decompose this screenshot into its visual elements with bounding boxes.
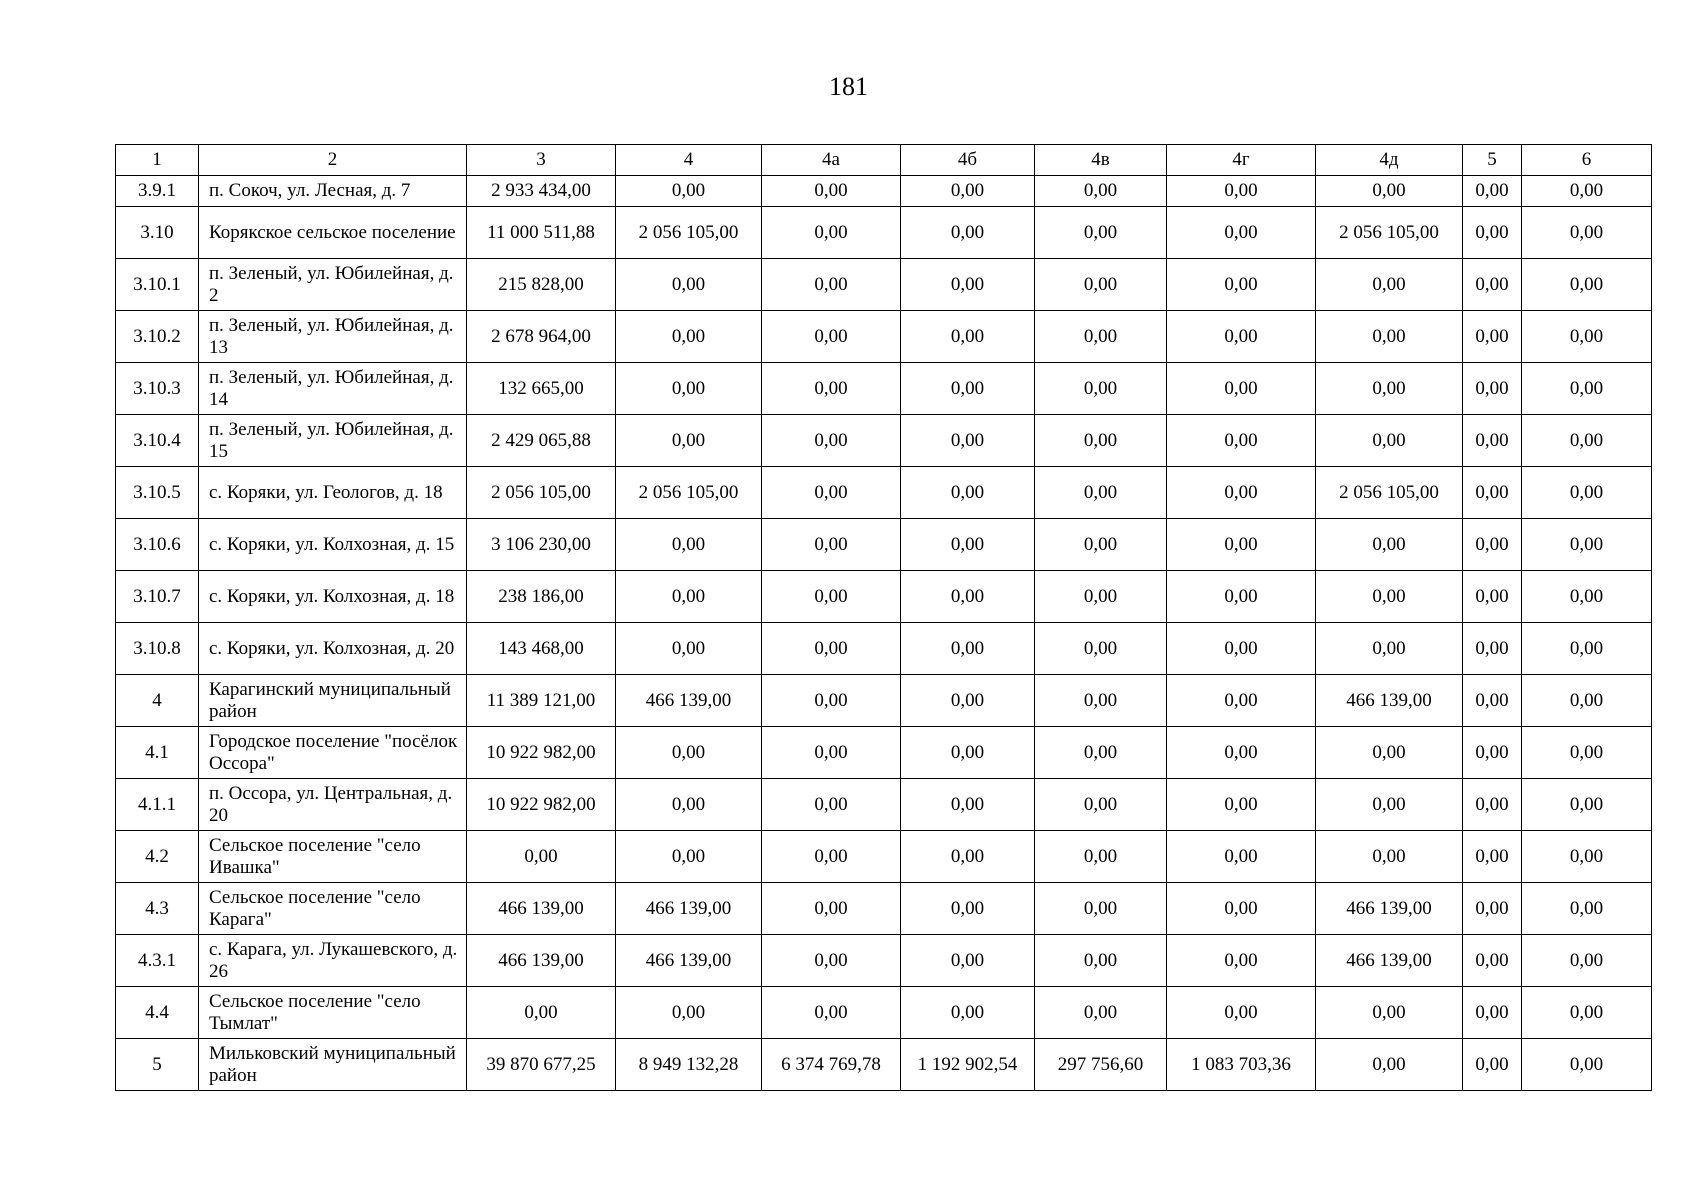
name-cell: п. Зеленый, ул. Юбилейная, д. 13 [199, 311, 467, 363]
value-cell: 0,00 [1522, 883, 1652, 935]
value-cell: 466 139,00 [1316, 883, 1463, 935]
value-cell: 0,00 [1316, 311, 1463, 363]
value-cell: 0,00 [1463, 727, 1522, 779]
value-cell: 0,00 [1522, 831, 1652, 883]
value-cell: 0,00 [1035, 623, 1167, 675]
column-header: 6 [1522, 145, 1652, 176]
name-cell: Мильковский муниципальный район [199, 1039, 467, 1091]
total-cell: 2 429 065,88 [467, 415, 616, 467]
total-cell: 10 922 982,00 [467, 779, 616, 831]
row-number-cell: 4.4 [116, 987, 199, 1039]
row-number-cell: 3.10.7 [116, 571, 199, 623]
value-cell: 0,00 [1463, 415, 1522, 467]
table-row [116, 259, 1652, 311]
value-cell: 0,00 [1463, 987, 1522, 1039]
column-header: 4а [762, 145, 901, 176]
value-cell: 0,00 [1522, 727, 1652, 779]
page-number: 181 [829, 72, 868, 101]
total-cell: 238 186,00 [467, 571, 616, 623]
value-cell: 0,00 [1316, 176, 1463, 207]
value-cell: 2 056 105,00 [616, 207, 762, 259]
value-cell: 0,00 [762, 519, 901, 571]
value-cell: 0,00 [1167, 675, 1316, 727]
value-cell: 0,00 [1167, 987, 1316, 1039]
value-cell: 466 139,00 [1316, 935, 1463, 987]
value-cell: 0,00 [1316, 1039, 1463, 1091]
name-cell: Карагинский муниципальный район [199, 675, 467, 727]
value-cell: 0,00 [901, 675, 1035, 727]
value-cell: 0,00 [762, 675, 901, 727]
total-cell: 466 139,00 [467, 935, 616, 987]
value-cell: 0,00 [901, 571, 1035, 623]
value-cell: 0,00 [901, 311, 1035, 363]
row-number-cell: 4.3.1 [116, 935, 199, 987]
table-row [116, 935, 1652, 987]
value-cell: 0,00 [616, 259, 762, 311]
table-row [116, 363, 1652, 415]
total-cell: 11 000 511,88 [467, 207, 616, 259]
value-cell: 0,00 [901, 779, 1035, 831]
value-cell: 0,00 [901, 259, 1035, 311]
name-cell: Сельское поселение "село Ивашка" [199, 831, 467, 883]
value-cell: 0,00 [1316, 987, 1463, 1039]
value-cell: 0,00 [1463, 467, 1522, 519]
value-cell: 0,00 [1522, 987, 1652, 1039]
value-cell: 0,00 [762, 623, 901, 675]
value-cell: 0,00 [762, 259, 901, 311]
value-cell: 0,00 [762, 987, 901, 1039]
value-cell: 0,00 [616, 623, 762, 675]
name-cell: с. Коряки, ул. Геологов, д. 18 [199, 467, 467, 519]
value-cell: 0,00 [1522, 207, 1652, 259]
row-number-cell: 4.1 [116, 727, 199, 779]
value-cell: 0,00 [1167, 779, 1316, 831]
value-cell: 0,00 [1167, 883, 1316, 935]
value-cell: 0,00 [762, 176, 901, 207]
value-cell: 0,00 [1463, 831, 1522, 883]
table-body [116, 145, 1652, 1091]
table-row [116, 727, 1652, 779]
table-row [116, 519, 1652, 571]
value-cell: 0,00 [1463, 883, 1522, 935]
name-cell: с. Коряки, ул. Колхозная, д. 18 [199, 571, 467, 623]
value-cell: 0,00 [1035, 675, 1167, 727]
value-cell: 0,00 [1463, 176, 1522, 207]
value-cell: 0,00 [1167, 935, 1316, 987]
column-header: 3 [467, 145, 616, 176]
value-cell: 0,00 [1522, 176, 1652, 207]
value-cell: 0,00 [1167, 519, 1316, 571]
value-cell: 0,00 [1316, 727, 1463, 779]
value-cell: 0,00 [1035, 311, 1167, 363]
value-cell: 0,00 [1167, 467, 1316, 519]
total-cell: 143 468,00 [467, 623, 616, 675]
value-cell: 466 139,00 [616, 675, 762, 727]
value-cell: 0,00 [1463, 207, 1522, 259]
total-cell: 466 139,00 [467, 883, 616, 935]
value-cell: 0,00 [762, 831, 901, 883]
row-number-cell: 3.10 [116, 207, 199, 259]
name-cell: п. Зеленый, ул. Юбилейная, д. 14 [199, 363, 467, 415]
value-cell: 0,00 [1522, 363, 1652, 415]
table-row [116, 311, 1652, 363]
name-cell: Городское поселение "посёлок Оссора" [199, 727, 467, 779]
row-number-cell: 3.10.4 [116, 415, 199, 467]
value-cell: 0,00 [1463, 311, 1522, 363]
value-cell: 0,00 [1316, 779, 1463, 831]
value-cell: 0,00 [1522, 467, 1652, 519]
name-cell: п. Сокоч, ул. Лесная, д. 7 [199, 176, 467, 207]
column-header: 4б [901, 145, 1035, 176]
value-cell: 0,00 [1522, 259, 1652, 311]
total-cell: 132 665,00 [467, 363, 616, 415]
value-cell: 2 056 105,00 [1316, 467, 1463, 519]
value-cell: 0,00 [616, 571, 762, 623]
value-cell: 6 374 769,78 [762, 1039, 901, 1091]
value-cell: 0,00 [1167, 259, 1316, 311]
table-row [116, 675, 1652, 727]
value-cell: 466 139,00 [1316, 675, 1463, 727]
value-cell: 0,00 [1035, 259, 1167, 311]
total-cell: 39 870 677,25 [467, 1039, 616, 1091]
value-cell: 0,00 [762, 883, 901, 935]
value-cell: 1 192 902,54 [901, 1039, 1035, 1091]
column-header: 1 [116, 145, 199, 176]
value-cell: 0,00 [901, 987, 1035, 1039]
value-cell: 0,00 [616, 831, 762, 883]
value-cell: 0,00 [1522, 311, 1652, 363]
value-cell: 297 756,60 [1035, 1039, 1167, 1091]
value-cell: 0,00 [1522, 935, 1652, 987]
value-cell: 0,00 [1316, 363, 1463, 415]
table-row [116, 207, 1652, 259]
value-cell: 0,00 [1463, 259, 1522, 311]
value-cell: 0,00 [1522, 1039, 1652, 1091]
value-cell: 0,00 [1167, 311, 1316, 363]
row-number-cell: 4.1.1 [116, 779, 199, 831]
value-cell: 0,00 [762, 415, 901, 467]
value-cell: 0,00 [1522, 675, 1652, 727]
value-cell: 0,00 [1522, 779, 1652, 831]
name-cell: п. Зеленый, ул. Юбилейная, д. 2 [199, 259, 467, 311]
value-cell: 0,00 [901, 176, 1035, 207]
row-number-cell: 4.2 [116, 831, 199, 883]
value-cell: 0,00 [762, 727, 901, 779]
total-cell: 0,00 [467, 987, 616, 1039]
row-number-cell: 3.10.6 [116, 519, 199, 571]
value-cell: 8 949 132,28 [616, 1039, 762, 1091]
value-cell: 0,00 [1035, 831, 1167, 883]
value-cell: 0,00 [1035, 935, 1167, 987]
table-row [116, 415, 1652, 467]
value-cell: 0,00 [1035, 727, 1167, 779]
row-number-cell: 3.10.2 [116, 311, 199, 363]
value-cell: 0,00 [1167, 176, 1316, 207]
value-cell: 0,00 [1463, 519, 1522, 571]
row-number-cell: 4 [116, 675, 199, 727]
row-number-cell: 3.9.1 [116, 176, 199, 207]
value-cell: 0,00 [901, 831, 1035, 883]
column-header: 5 [1463, 145, 1522, 176]
value-cell: 0,00 [901, 623, 1035, 675]
data-table [115, 144, 1652, 1091]
value-cell: 0,00 [1316, 415, 1463, 467]
value-cell: 0,00 [901, 363, 1035, 415]
header-row [116, 145, 1652, 176]
value-cell: 0,00 [1035, 207, 1167, 259]
value-cell: 0,00 [1035, 176, 1167, 207]
value-cell: 0,00 [1167, 727, 1316, 779]
value-cell: 0,00 [1035, 467, 1167, 519]
value-cell: 0,00 [901, 727, 1035, 779]
name-cell: п. Зеленый, ул. Юбилейная, д. 15 [199, 415, 467, 467]
value-cell: 2 056 105,00 [1316, 207, 1463, 259]
total-cell: 10 922 982,00 [467, 727, 616, 779]
value-cell: 1 083 703,36 [1167, 1039, 1316, 1091]
value-cell: 0,00 [1167, 623, 1316, 675]
value-cell: 0,00 [1035, 519, 1167, 571]
value-cell: 0,00 [1035, 415, 1167, 467]
row-number-cell: 3.10.3 [116, 363, 199, 415]
value-cell: 0,00 [616, 415, 762, 467]
name-cell: п. Оссора, ул. Центральная, д. 20 [199, 779, 467, 831]
value-cell: 466 139,00 [616, 935, 762, 987]
value-cell: 0,00 [1035, 571, 1167, 623]
row-number-cell: 3.10.5 [116, 467, 199, 519]
name-cell: Сельское поселение "село Тымлат" [199, 987, 467, 1039]
value-cell: 0,00 [901, 415, 1035, 467]
value-cell: 0,00 [762, 207, 901, 259]
value-cell: 0,00 [1316, 519, 1463, 571]
table-row [116, 987, 1652, 1039]
name-cell: с. Коряки, ул. Колхозная, д. 15 [199, 519, 467, 571]
table-row [116, 176, 1652, 207]
table-row [116, 571, 1652, 623]
value-cell: 0,00 [1167, 571, 1316, 623]
column-header: 4г [1167, 145, 1316, 176]
value-cell: 0,00 [762, 363, 901, 415]
value-cell: 0,00 [1167, 415, 1316, 467]
table-row [116, 831, 1652, 883]
name-cell: Сельское поселение "село Карага" [199, 883, 467, 935]
value-cell: 0,00 [1522, 571, 1652, 623]
value-cell: 0,00 [1463, 623, 1522, 675]
value-cell: 0,00 [1316, 831, 1463, 883]
total-cell: 215 828,00 [467, 259, 616, 311]
value-cell: 0,00 [1316, 623, 1463, 675]
value-cell: 0,00 [1035, 779, 1167, 831]
column-header: 4в [1035, 145, 1167, 176]
value-cell: 0,00 [1522, 519, 1652, 571]
value-cell: 0,00 [1316, 259, 1463, 311]
value-cell: 0,00 [616, 779, 762, 831]
table-row [116, 467, 1652, 519]
value-cell: 0,00 [901, 207, 1035, 259]
value-cell: 0,00 [901, 935, 1035, 987]
row-number-cell: 4.3 [116, 883, 199, 935]
value-cell: 0,00 [1463, 935, 1522, 987]
column-header: 2 [199, 145, 467, 176]
value-cell: 466 139,00 [616, 883, 762, 935]
table-row [116, 883, 1652, 935]
value-cell: 0,00 [762, 779, 901, 831]
value-cell: 0,00 [1035, 363, 1167, 415]
value-cell: 0,00 [1035, 883, 1167, 935]
row-number-cell: 5 [116, 1039, 199, 1091]
value-cell: 0,00 [1522, 623, 1652, 675]
value-cell: 0,00 [1167, 363, 1316, 415]
value-cell: 0,00 [616, 519, 762, 571]
total-cell: 2 933 434,00 [467, 176, 616, 207]
value-cell: 2 056 105,00 [616, 467, 762, 519]
value-cell: 0,00 [616, 176, 762, 207]
value-cell: 0,00 [901, 883, 1035, 935]
value-cell: 0,00 [762, 935, 901, 987]
value-cell: 0,00 [1316, 571, 1463, 623]
total-cell: 2 678 964,00 [467, 311, 616, 363]
name-cell: с. Карага, ул. Лукашевского, д. 26 [199, 935, 467, 987]
row-number-cell: 3.10.1 [116, 259, 199, 311]
value-cell: 0,00 [762, 571, 901, 623]
name-cell: с. Коряки, ул. Колхозная, д. 20 [199, 623, 467, 675]
total-cell: 3 106 230,00 [467, 519, 616, 571]
value-cell: 0,00 [616, 987, 762, 1039]
value-cell: 0,00 [1167, 207, 1316, 259]
value-cell: 0,00 [1463, 1039, 1522, 1091]
column-header: 4д [1316, 145, 1463, 176]
column-header: 4 [616, 145, 762, 176]
value-cell: 0,00 [616, 727, 762, 779]
total-cell: 11 389 121,00 [467, 675, 616, 727]
table-row [116, 1039, 1652, 1091]
value-cell: 0,00 [901, 519, 1035, 571]
value-cell: 0,00 [762, 311, 901, 363]
value-cell: 0,00 [1463, 571, 1522, 623]
name-cell: Корякское сельское поселение [199, 207, 467, 259]
value-cell: 0,00 [1463, 779, 1522, 831]
value-cell: 0,00 [1463, 363, 1522, 415]
value-cell: 0,00 [1463, 675, 1522, 727]
value-cell: 0,00 [1035, 987, 1167, 1039]
row-number-cell: 3.10.8 [116, 623, 199, 675]
value-cell: 0,00 [1522, 415, 1652, 467]
value-cell: 0,00 [616, 311, 762, 363]
value-cell: 0,00 [762, 467, 901, 519]
table-row [116, 623, 1652, 675]
value-cell: 0,00 [616, 363, 762, 415]
total-cell: 2 056 105,00 [467, 467, 616, 519]
value-cell: 0,00 [1167, 831, 1316, 883]
total-cell: 0,00 [467, 831, 616, 883]
value-cell: 0,00 [901, 467, 1035, 519]
table-row [116, 779, 1652, 831]
